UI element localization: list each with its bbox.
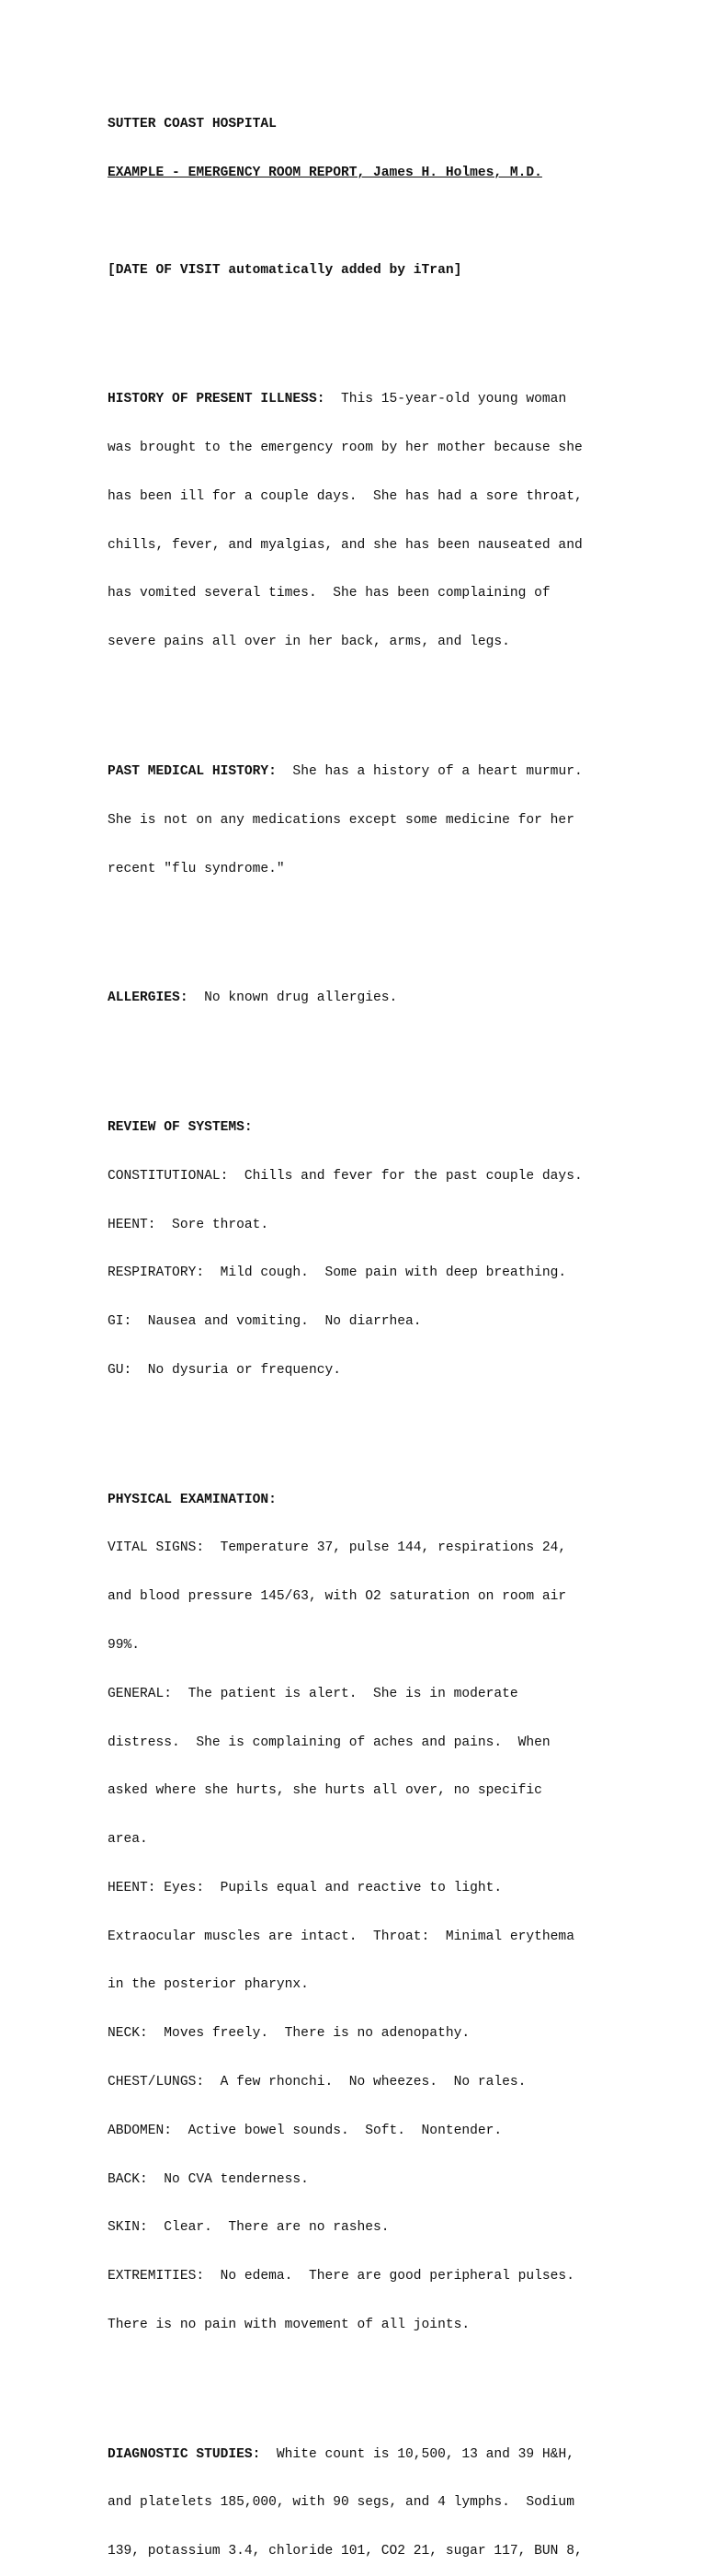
exam-line: in the posterior pharynx. (108, 1977, 309, 1993)
exam-heading: PHYSICAL EXAMINATION: (108, 1492, 277, 1507)
exam-line: ABDOMEN: Active bowel sounds. Soft. Nontender. (108, 2123, 503, 2138)
pmh-line: She is not on any medications except some medicine for her (108, 812, 574, 828)
exam-line: EXTREMITIES: No edema. There are good peripheral pulses. (108, 2269, 574, 2284)
exam-line: area. (108, 1832, 148, 1848)
exam-line: GENERAL: The patient is alert. She is in moderate (108, 1686, 518, 1701)
exam-line: SKIN: Clear. There are no rashes. (108, 2220, 390, 2236)
hpi-line: has vomited several times. She has been complaining of (108, 586, 551, 601)
allergies-line (108, 990, 622, 1007)
hpi-line: has been ill for a couple days. She has had a sore throat, (108, 488, 583, 504)
exam-line: NECK: Moves freely. There is no adenopathy. (108, 2026, 471, 2042)
spacer (108, 1039, 622, 1056)
diagnostics-first-line (108, 2447, 622, 2464)
ros-line: GI: Nausea and vomiting. No diarrhea. (108, 1314, 422, 1330)
exam-line: There is no pain with movement of all joints. (108, 2317, 471, 2332)
spacer (108, 2366, 622, 2383)
exam-line: CHEST/LUNGS: A few rhonchi. No wheezes. No rales. (108, 2075, 527, 2090)
spacer (108, 683, 622, 700)
diagnostics-line: White count is 10,500, 13 and 39 H&H, (260, 2446, 574, 2462)
spacer (108, 311, 622, 327)
ros-heading: REVIEW OF SYSTEMS: (108, 1120, 253, 1135)
hpi-first-line (108, 392, 622, 408)
allergies-heading: ALLERGIES: (108, 990, 188, 1006)
diagnostics-line: 139, potassium 3.4, chloride 101, CO2 21, sugar 117, BUN 8, (108, 2544, 583, 2559)
pmh-line: recent "flu syndrome." (108, 861, 285, 876)
pmh-heading: PAST MEDICAL HISTORY: (108, 763, 277, 779)
report-document (108, 85, 622, 2576)
exam-line: distress. She is complaining of aches and pains. When (108, 1735, 551, 1750)
exam-line: 99%. (108, 1638, 141, 1653)
date-of-visit: [DATE OF VISIT automatically added by iTran] (108, 262, 462, 278)
report-title: EXAMPLE - EMERGENCY ROOM REPORT, James H. Holmes, M.D. (108, 165, 542, 180)
exam-line: and blood pressure 145/63, with O2 saturation on room air (108, 1589, 567, 1605)
hpi-heading: HISTORY OF PRESENT ILLNESS: (108, 392, 325, 407)
exam-line: BACK: No CVA tenderness. (108, 2171, 309, 2187)
exam-line: VITAL SIGNS: Temperature 37, pulse 144, respirations 24, (108, 1540, 567, 1556)
hospital-name: SUTTER COAST HOSPITAL (108, 117, 277, 132)
spacer (108, 1412, 622, 1428)
exam-line: asked where she hurts, she hurts all over, no specific (108, 1783, 542, 1799)
pmh-first-line (108, 764, 622, 781)
diagnostics-line: and platelets 185,000, with 90 segs, and 4 lymphs. Sodium (108, 2495, 574, 2511)
allergies-text: No known drug allergies. (187, 990, 398, 1006)
spacer (108, 214, 622, 231)
exam-line: Extraocular muscles are intact. Throat: Minimal erythema (108, 1929, 574, 1944)
ros-line: RESPIRATORY: Mild cough. Some pain with deep breathing. (108, 1265, 567, 1281)
hpi-line: was brought to the emergency room by her mother because she (108, 441, 583, 456)
hpi-line: chills, fever, and myalgias, and she has been nauseated and (108, 537, 583, 553)
exam-line: HEENT: Eyes: Pupils equal and reactive to light. (108, 1880, 503, 1895)
diagnostics-heading: DIAGNOSTIC STUDIES: (108, 2446, 261, 2462)
ros-line: HEENT: Sore throat. (108, 1217, 269, 1232)
pmh-line: She has a history of a heart murmur. (276, 763, 583, 779)
hpi-line: severe pains all over in her back, arms, and legs. (108, 635, 510, 650)
ros-line: GU: No dysuria or frequency. (108, 1362, 341, 1378)
ros-line: CONSTITUTIONAL: Chills and fever for the past couple days. (108, 1168, 583, 1184)
spacer (108, 910, 622, 926)
hpi-line: This 15-year-old young woman (324, 392, 567, 407)
